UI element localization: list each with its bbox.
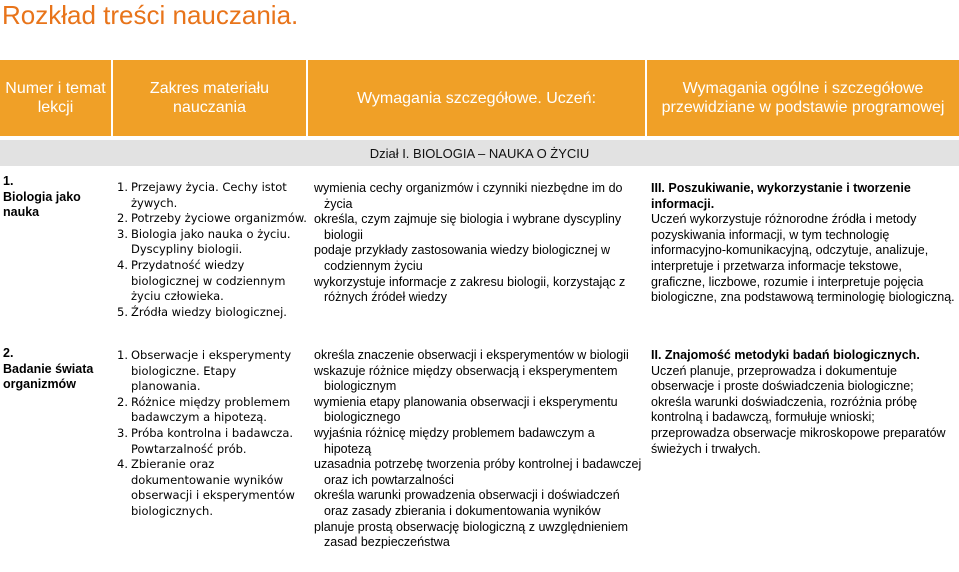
general-text: Uczeń wykorzystuje różnorodne źródła i metody pozyskiwania informacji, w tym technologię informacyjno-komunikacyjną, odczytuje, analizuje, interpretuje i przetwarza informacje tekstowe, graficzne, liczbowe, rozumie i interpretuje pojęcia biologiczne, zna podstawową terminologię biologiczną. [651, 212, 955, 305]
lesson-number: 1. [3, 174, 14, 188]
list-item: wymienia cechy organizmów i czynniki niezbędne im do życia [314, 181, 623, 211]
list-item: uzasadnia potrzebę tworzenia próby kontrolnej i badawczej oraz ich powtarzalności [314, 457, 642, 487]
item-number: 2. [117, 211, 128, 226]
item-number: 5. [117, 304, 128, 319]
general-cell-2 [651, 348, 956, 457]
list-item: określa znaczenie obserwacji i eksperymentów w biologii [314, 348, 629, 362]
item-text: Potrzeby życiowe organizmów. [131, 211, 307, 226]
header-lesson: Numer i temat lekcji [0, 60, 111, 136]
item-text: Źródła wiedzy biologicznej. [131, 304, 287, 319]
header-general-requirements: Wymagania ogólne i szczegółowe przewidziane w podstawie programowej [647, 60, 959, 136]
list-item [117, 227, 307, 258]
item-text: Obserwacje i eksperymenty biologiczne. Etapy planowania. [131, 348, 292, 394]
list-item: wymienia etapy planowania obserwacji i eksperymentu biologicznego [314, 394, 618, 425]
list-item [117, 258, 307, 305]
list-item: planuje prostą obserwację biologiczną z uwzględnieniem zasad bezpieczeństwa [314, 519, 629, 550]
general-cell-1 [651, 181, 956, 306]
list-item [117, 395, 307, 426]
list-item [117, 457, 307, 519]
requirements-cell-1 [314, 181, 644, 306]
list-item [117, 426, 307, 457]
lesson-title-line: organizmów [3, 377, 76, 392]
section-heading: Dział I. BIOLOGIA – NAUKA O ŻYCIU [0, 140, 959, 166]
item-text: Różnice między problemem badawczym a hipotezą. [131, 394, 291, 425]
list-item: wskazuje różnice między obserwacją i eksperymentem biologicznym [314, 363, 618, 394]
general-heading: II. Znajomość metodyki badań biologicznych. [651, 348, 920, 362]
list-item: określa, czym zajmuje się biologia i wybrane dyscypliny biologii [314, 212, 622, 242]
general-text: Uczeń planuje, przeprowadza i dokumentuje obserwacje i proste doświadczenia biologiczne; określa warunki doświadczenia, rozróżnia próbę kontrolną i badawczą, formułuje wnioski; przeprowadza obserwacje mikroskopowe preparatów świeżych i trwałych. [651, 363, 946, 456]
item-number: 4. [117, 457, 128, 472]
header-detailed-requirements: Wymagania szczegółowe. Uczeń: [308, 60, 645, 136]
lesson-cell-1 [3, 174, 108, 221]
list-item [117, 211, 307, 227]
item-number: 2. [117, 394, 128, 409]
list-item [117, 180, 307, 211]
topics-cell-1 [117, 180, 307, 320]
lesson-number: 2. [3, 346, 14, 360]
header-scope: Zakres materiału nauczania [113, 60, 306, 136]
item-text: Przejawy życia. Cechy istot żywych. [131, 180, 287, 210]
lesson-title-line: Biologia jako [3, 189, 81, 204]
item-number: 1. [117, 348, 128, 362]
item-number: 1. [117, 180, 128, 194]
page-title: Rozkład treści nauczania. [2, 0, 299, 30]
topics-list [117, 348, 307, 520]
list-item: podaje przykłady zastosowania wiedzy biologicznej w codziennym życiu [314, 243, 610, 273]
list-item [117, 348, 307, 395]
requirements-cell-2 [314, 348, 644, 551]
item-text: Biologia jako nauka o życiu. Dyscypliny biologii. [131, 226, 291, 257]
topics-list [117, 180, 307, 320]
item-number: 4. [117, 257, 128, 272]
item-text: Przydatność wiedzy biologicznej w codziennym życiu człowieka. [131, 257, 286, 304]
topics-cell-2 [117, 348, 307, 520]
list-item: określa warunki prowadzenia obserwacji i doświadczeń oraz zasady zbierania i dokumentowania wyników [314, 488, 620, 518]
general-heading: III. Poszukiwanie, wykorzystanie i tworzenie informacji. [651, 181, 911, 211]
item-text: Próba kontrolna i badawcza. Powtarzalność prób. [131, 425, 294, 456]
lesson-title-line: Badanie świata [3, 361, 94, 376]
lesson-cell-2 [3, 346, 108, 393]
list-item: wyjaśnia różnicę między problemem badawczym a hipotezą [314, 425, 595, 456]
item-number: 3. [117, 226, 128, 241]
list-item [117, 305, 307, 321]
requirements-list [314, 181, 644, 306]
requirements-list [314, 348, 644, 551]
list-item: wykorzystuje informacje z zakresu biologii, korzystając z różnych źródeł wiedzy [314, 274, 626, 305]
item-number: 3. [117, 425, 128, 440]
item-text: Zbieranie oraz dokumentowanie wyników obserwacji i eksperymentów biologicznych. [131, 457, 295, 518]
lesson-title-line: nauka [3, 205, 40, 220]
